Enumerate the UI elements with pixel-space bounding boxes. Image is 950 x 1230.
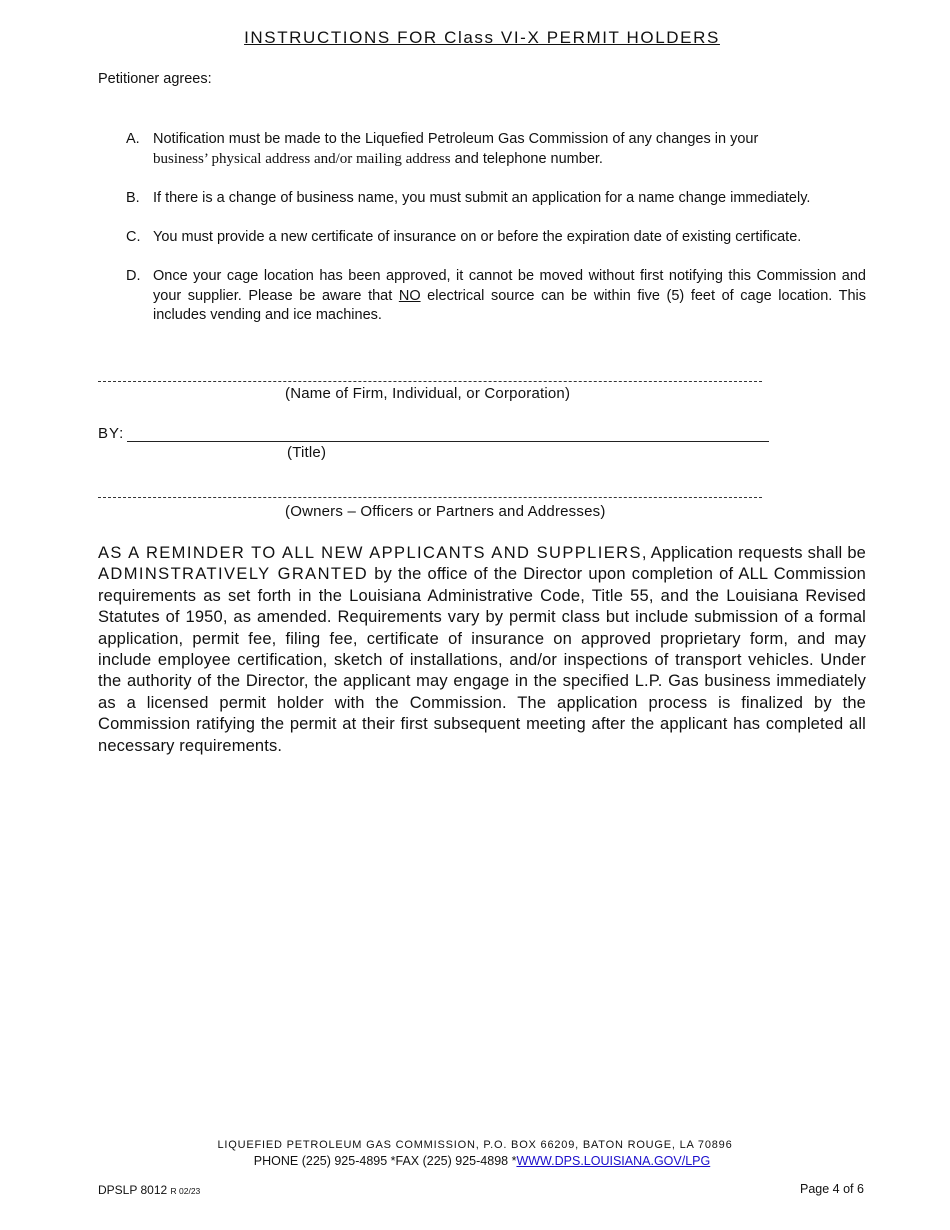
list-item-c bbox=[126, 228, 866, 248]
form-code: DPSLP 8012 R 02/23 bbox=[98, 1183, 201, 1197]
footer-contact: PHONE (225) 925-4895 *FAX (225) 925-4898 *WWW.DPS.LOUISIANA.GOV/LPG bbox=[253, 1154, 711, 1168]
document-title: INSTRUCTIONS FOR Class VI-X PERMIT HOLDERS bbox=[244, 28, 720, 47]
firm-caption: (Name of Firm, Individual, or Corporation) bbox=[285, 385, 571, 402]
list-letter: A. bbox=[126, 131, 140, 147]
website-link[interactable]: WWW.DPS.LOUISIANA.GOV/LPG bbox=[516, 1154, 711, 1168]
owners-signature-line bbox=[98, 497, 762, 498]
revision-code: R 02/23 bbox=[170, 1186, 201, 1196]
by-signature-line bbox=[127, 441, 769, 442]
list-item-d bbox=[126, 267, 866, 326]
list-item-text: Notification must be made to the Liquefied Petroleum Gas Commission of any changes in your business’ physical address and/or mailing address and telephone number. bbox=[153, 131, 759, 167]
firm-signature-line bbox=[98, 381, 762, 382]
title-caption: (Title) bbox=[287, 444, 327, 461]
intro-text: Petitioner agrees: bbox=[98, 71, 212, 87]
list-item-text: Once your cage location has been approved, it cannot be moved without first notifying this Commission and your supplier. Please be aware that NO electrical source can be within five (5) feet of cage location. This includes vending and ice machines. bbox=[153, 268, 866, 323]
emphasis-no: NO bbox=[398, 287, 421, 304]
page-number: Page 4 of 6 bbox=[800, 1182, 864, 1196]
list-item-b bbox=[126, 189, 866, 209]
footer-address: LIQUEFIED PETROLEUM GAS COMMISSION, P.O. BOX 66209, BATON ROUGE, LA 70896 bbox=[217, 1139, 733, 1151]
list-letter: D. bbox=[126, 268, 141, 284]
list-letter: C. bbox=[126, 229, 141, 245]
list-letter: B. bbox=[126, 190, 140, 206]
list-item-a bbox=[126, 130, 866, 169]
owners-caption: (Owners – Officers or Partners and Addresses) bbox=[285, 503, 606, 520]
list-item-text: You must provide a new certificate of insurance on or before the expiration date of existing certificate. bbox=[153, 229, 802, 245]
reminder-paragraph: AS A REMINDER TO ALL NEW APPLICANTS AND SUPPLIERS, Application requests shall be ADMINSTRATIVELY GRANTED by the office of the Director upon completion of ALL Commission requirements as set forth in the Louisiana Administrative Code, Title 55, and the Louisiana Revised Statutes of 1950, as amended. Requirements vary by permit class but include submission of a formal application, permit fee, filing fee, certificate of insurance on approved proprietary form, and may include employee certification, sketch of installations, and/or inspections of transport vehicles. Under the authority of the Director, the applicant may engage in the specified L.P. Gas business immediately as a licensed permit holder with the Commission. The application process is finalized by the Commission ratifying the permit at their first subsequent meeting after the applicant has completed all necessary requirements. bbox=[98, 544, 867, 755]
list-item-text: If there is a change of business name, you must submit an application for a name change immediately. bbox=[153, 190, 811, 206]
by-label: BY: bbox=[98, 425, 125, 442]
